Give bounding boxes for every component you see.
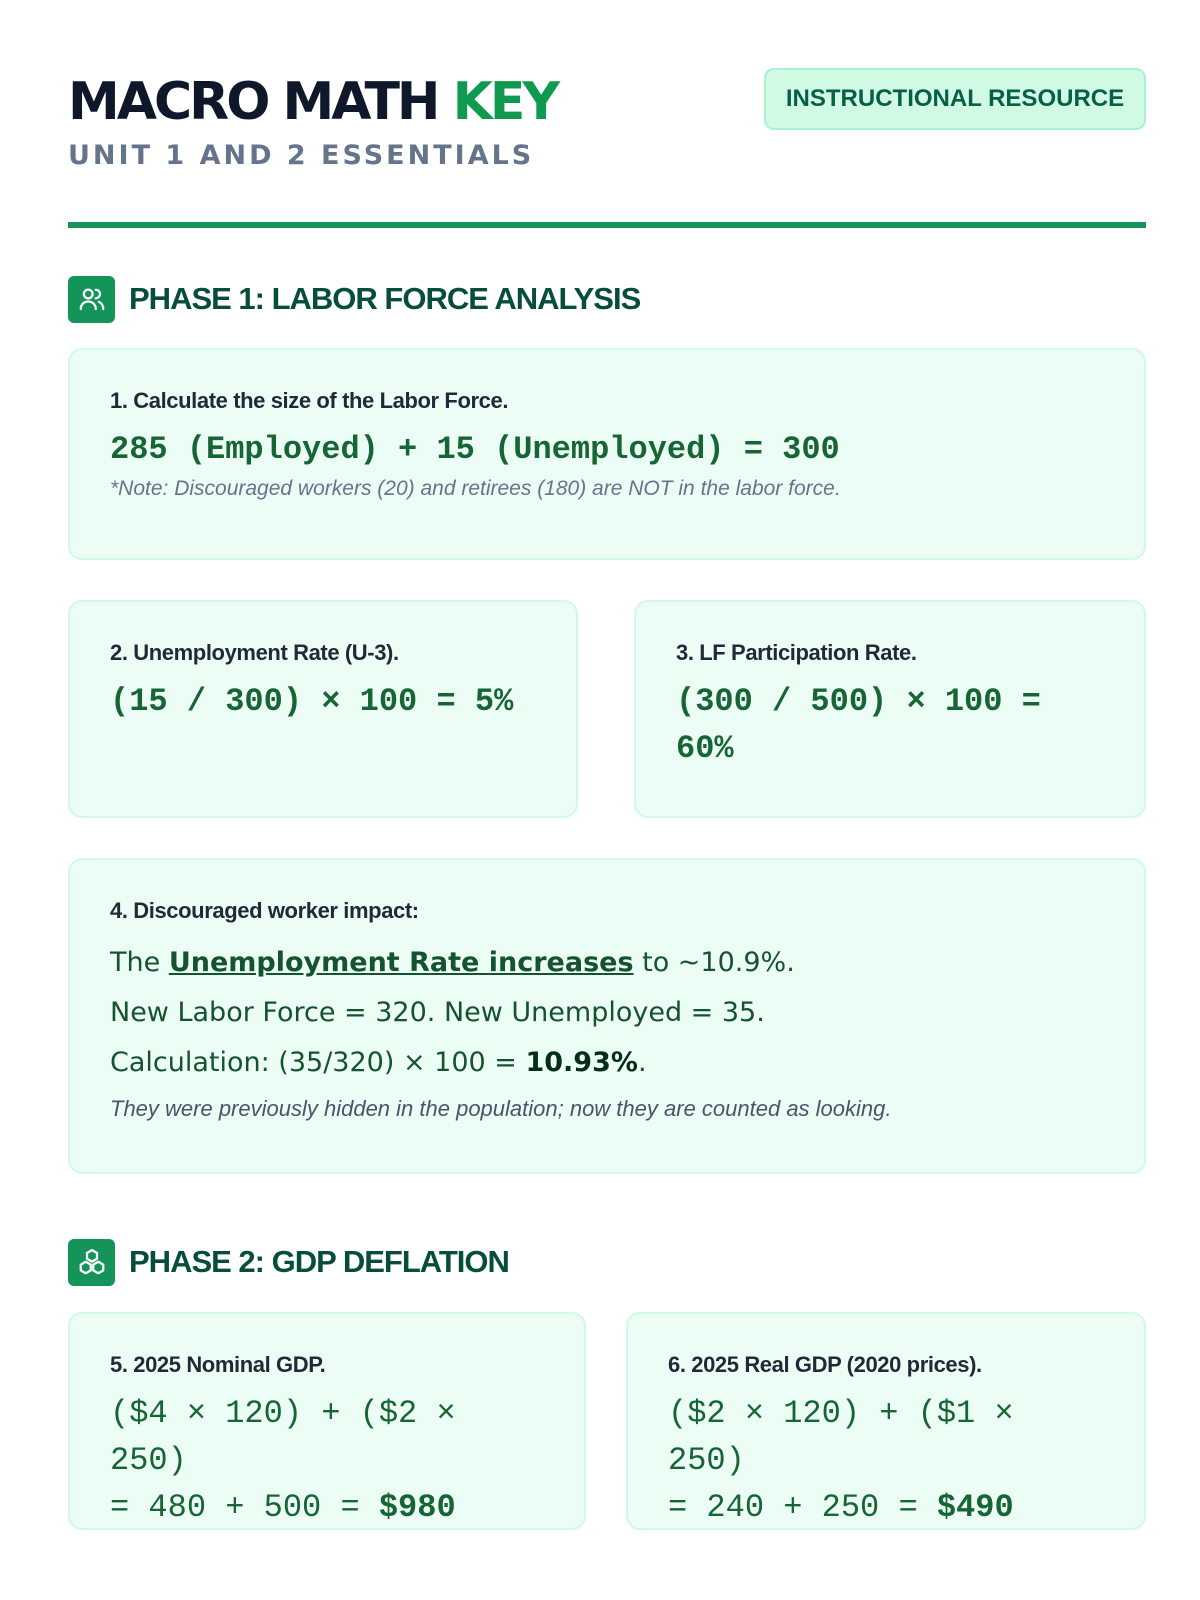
phase-1-title: PHASE 1: LABOR FORCE ANALYSIS [129, 281, 641, 316]
question-3-formula-line-1: (300 / 500) × 100 = [676, 683, 1041, 720]
page-title [68, 66, 557, 138]
question-2-label: 2. Unemployment Rate (U-3). [110, 640, 399, 665]
question-6-label: 6. 2025 Real GDP (2020 prices). [668, 1352, 982, 1377]
question-5-label: 5. 2025 Nominal GDP. [110, 1352, 326, 1377]
question-4-label: 4. Discouraged worker impact: [110, 898, 419, 923]
question-1-formula: 285 (Employed) + 15 (Unemployed) = 300 [110, 431, 840, 468]
question-5-formula [110, 1390, 544, 1531]
line-3-suffix: . [637, 1047, 647, 1078]
question-4-explanation [110, 938, 1104, 1088]
title-accent: KEY [452, 72, 558, 132]
question-3-label: 3. LF Participation Rate. [676, 640, 917, 665]
unemployment-rate-emphasis: Unemployment Rate increases [168, 947, 634, 978]
line-1-prefix: The [110, 947, 169, 978]
question-3-formula [676, 678, 1104, 772]
question-4-line-2: New Labor Force = 320. New Unemployed = 35. [110, 997, 765, 1028]
blocks-icon [68, 1239, 115, 1286]
question-5-card [68, 1312, 586, 1530]
question-3-card [634, 600, 1146, 818]
question-4-line-1 [110, 938, 1104, 988]
question-2-card [68, 600, 578, 818]
title-main: MACRO MATH [68, 72, 438, 132]
users-icon [68, 276, 115, 323]
phase-2-heading [68, 1238, 509, 1286]
question-3-formula-line-2: 60% [676, 730, 734, 767]
question-4-note: They were previously hidden in the population; now they are counted as looking. [110, 1096, 892, 1121]
header-divider [68, 222, 1146, 228]
question-6-result: $490 [936, 1489, 1014, 1526]
line-3-result: 10.93% [525, 1047, 638, 1078]
question-5-result: $980 [378, 1489, 456, 1526]
question-4-card [68, 858, 1146, 1174]
phase-1-heading [68, 275, 640, 323]
question-6-formula [668, 1390, 1104, 1531]
question-1-label: 1. Calculate the size of the Labor Force. [110, 388, 509, 413]
phase-2-title: PHASE 2: GDP DEFLATION [129, 1244, 509, 1279]
question-6-formula-prefix: = 240 + 250 = [668, 1489, 937, 1526]
line-3-prefix: Calculation: (35/320) × 100 = [110, 1047, 526, 1078]
question-1-note: *Note: Discouraged workers (20) and retirees (180) are NOT in the labor force. [110, 477, 841, 500]
question-4-line-3 [110, 1038, 1104, 1088]
question-6-formula-line-2 [668, 1484, 1104, 1531]
question-1-card [68, 348, 1146, 560]
resource-badge: INSTRUCTIONAL RESOURCE [764, 68, 1146, 130]
question-5-formula-prefix: = 480 + 500 = [110, 1489, 379, 1526]
question-5-formula-line-1: ($4 × 120) + ($2 × 250) [110, 1395, 456, 1479]
question-2-formula: (15 / 300) × 100 = 5% [110, 683, 514, 720]
question-5-formula-line-2 [110, 1484, 544, 1531]
page-subtitle: UNIT 1 AND 2 ESSENTIALS [68, 140, 535, 171]
question-6-formula-line-1: ($2 × 120) + ($1 × 250) [668, 1395, 1014, 1479]
line-1-suffix: to ~10.9%. [633, 947, 795, 978]
question-6-card [626, 1312, 1146, 1530]
